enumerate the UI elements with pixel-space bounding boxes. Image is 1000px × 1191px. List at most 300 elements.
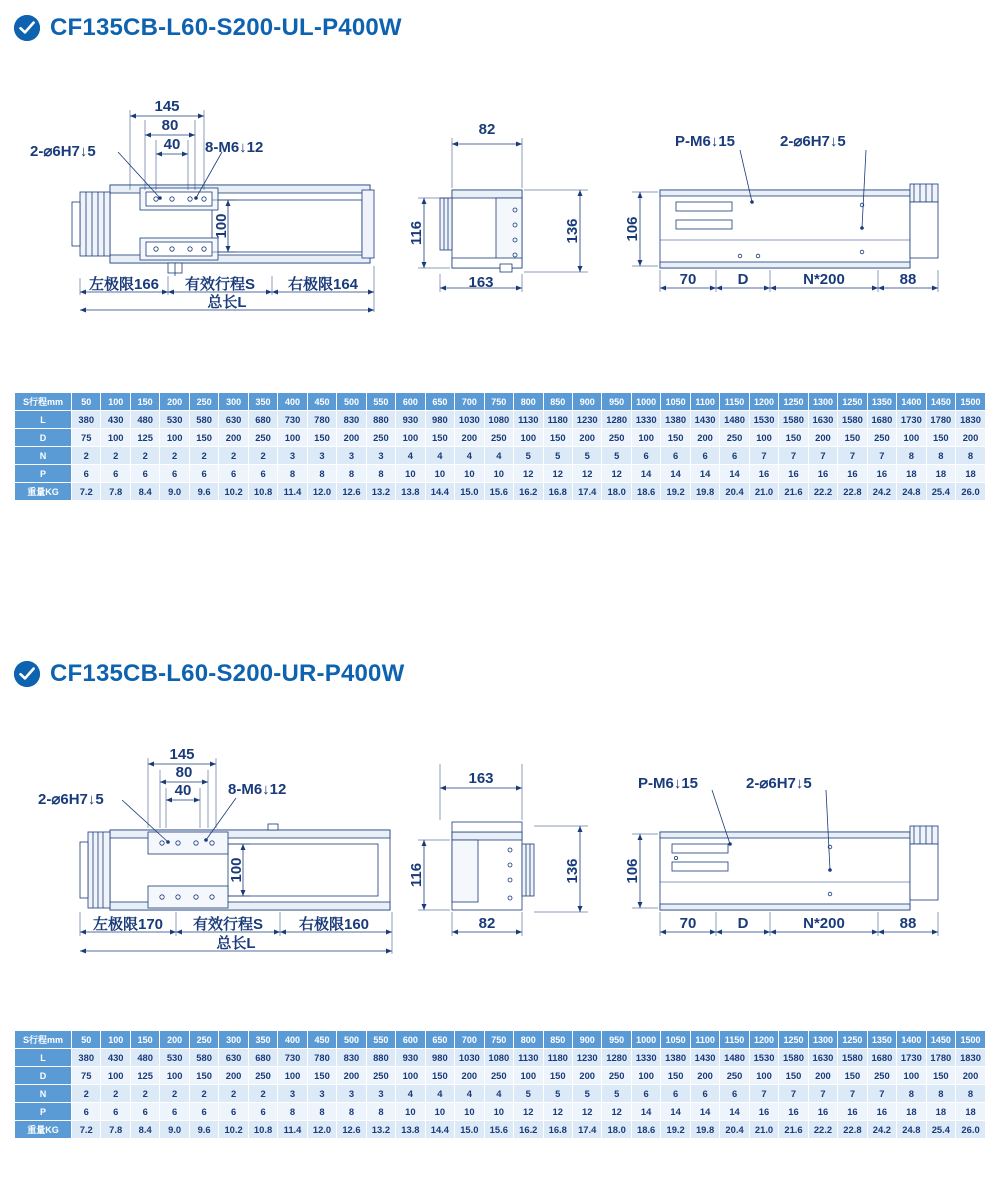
cell: 6 — [160, 1103, 189, 1121]
cell: 6 — [160, 465, 189, 483]
cell: 100 — [749, 429, 778, 447]
section-title-2 — [14, 660, 404, 688]
cell: 700 — [455, 393, 484, 411]
row-header: 重量KG — [15, 483, 72, 501]
cell: 6 — [189, 1103, 218, 1121]
cell: 12 — [514, 465, 543, 483]
cell: 730 — [278, 411, 307, 429]
cell: 5 — [602, 447, 631, 465]
cell: 300 — [219, 1031, 248, 1049]
cell: 1280 — [602, 1049, 631, 1067]
cell: 7 — [838, 1085, 867, 1103]
cell: 4 — [425, 1085, 454, 1103]
cell: 100 — [897, 1067, 926, 1085]
table-row — [15, 465, 986, 483]
cell: 1100 — [690, 1031, 719, 1049]
cell: 12.6 — [337, 1121, 366, 1139]
cell: 830 — [337, 1049, 366, 1067]
cell: 750 — [484, 393, 513, 411]
cell: 10 — [396, 465, 425, 483]
cell: 7.2 — [72, 483, 101, 501]
cell: 13.2 — [366, 483, 395, 501]
label-left-limit-s1: 左极限166 — [88, 276, 160, 293]
cell: 150 — [838, 429, 867, 447]
cell: 200 — [337, 429, 366, 447]
cell: 480 — [130, 411, 159, 429]
cell: 100 — [101, 429, 130, 447]
cell: 450 — [307, 1031, 336, 1049]
cell: 150 — [543, 1067, 572, 1085]
cell: 1250 — [779, 393, 808, 411]
cell: 8 — [926, 447, 955, 465]
cell: 13.8 — [396, 483, 425, 501]
cell: 4 — [396, 1085, 425, 1103]
cell: 150 — [779, 429, 808, 447]
dim-82-s1: 82 — [478, 121, 496, 138]
cell: 14.4 — [425, 1121, 454, 1139]
cell: 6 — [661, 447, 690, 465]
dim-145-s2: 145 — [169, 746, 195, 763]
table-row — [15, 447, 986, 465]
cell: 11.4 — [278, 483, 307, 501]
cell: 6 — [219, 1103, 248, 1121]
cell: 900 — [572, 393, 601, 411]
cell: 600 — [396, 393, 425, 411]
cell: 10 — [425, 465, 454, 483]
cell: 1450 — [926, 1031, 955, 1049]
cell: 250 — [484, 429, 513, 447]
cell: 1380 — [661, 411, 690, 429]
cell: 1250 — [838, 393, 867, 411]
cell: 880 — [366, 411, 395, 429]
cell: 5 — [514, 447, 543, 465]
cell: 150 — [661, 429, 690, 447]
label-total-length-s2: 总长L — [216, 935, 256, 952]
cell: 10 — [425, 1103, 454, 1121]
cell: 12 — [602, 465, 631, 483]
cell: 18 — [897, 1103, 926, 1121]
cell: 19.2 — [661, 1121, 690, 1139]
cell: 380 — [72, 411, 101, 429]
cell: 100 — [160, 1067, 189, 1085]
cell: 6 — [248, 1103, 277, 1121]
cell: 200 — [690, 429, 719, 447]
cell: 1330 — [631, 1049, 660, 1067]
cell: 150 — [130, 1031, 159, 1049]
cell: 100 — [101, 1031, 130, 1049]
cell: 13.8 — [396, 1121, 425, 1139]
cell: 200 — [160, 393, 189, 411]
cell: 1200 — [749, 1031, 778, 1049]
cell: 1580 — [779, 411, 808, 429]
callout-hole-top-s2: 2-⌀6H7↓5 — [746, 775, 812, 792]
cell: 50 — [72, 393, 101, 411]
cell: 150 — [926, 429, 955, 447]
cell: 16 — [808, 465, 837, 483]
cell: 250 — [189, 1031, 218, 1049]
row-header: L — [15, 411, 72, 429]
cell: 250 — [602, 429, 631, 447]
cell: 12 — [572, 465, 601, 483]
cell: 3 — [278, 1085, 307, 1103]
cell: 2 — [219, 1085, 248, 1103]
cell: 7 — [808, 1085, 837, 1103]
row-header: D — [15, 1067, 72, 1085]
cell: 900 — [572, 1031, 601, 1049]
cell: 2 — [72, 447, 101, 465]
cell: 1450 — [926, 393, 955, 411]
cell: 100 — [101, 1067, 130, 1085]
cell: 2 — [160, 447, 189, 465]
cell: 1530 — [749, 411, 778, 429]
cell: 18 — [926, 465, 955, 483]
cell: 250 — [867, 1067, 896, 1085]
cell: 300 — [219, 393, 248, 411]
cell: 8.4 — [130, 1121, 159, 1139]
cell: 19.2 — [661, 483, 690, 501]
cell: 200 — [572, 429, 601, 447]
label-stroke-s1: 有效行程S — [184, 276, 256, 293]
cell: 980 — [425, 411, 454, 429]
cell: 4 — [455, 447, 484, 465]
cell: 8 — [897, 447, 926, 465]
cell: 200 — [808, 429, 837, 447]
cell: 6 — [720, 447, 749, 465]
row-header: S行程mm — [15, 393, 72, 411]
cell: 6 — [101, 465, 130, 483]
cell: 1580 — [838, 1049, 867, 1067]
cell: 16 — [779, 1103, 808, 1121]
cell: 100 — [278, 1067, 307, 1085]
cell: 16 — [838, 1103, 867, 1121]
cell: 250 — [720, 429, 749, 447]
cell: 3 — [278, 447, 307, 465]
cell: 18.0 — [602, 1121, 631, 1139]
dim-106-s2: 106 — [624, 858, 641, 884]
row-header: N — [15, 447, 72, 465]
cell: 26.0 — [956, 1121, 986, 1139]
cell: 1500 — [956, 393, 986, 411]
callout-hole-s1: 2-⌀6H7↓5 — [30, 143, 96, 160]
cell: 6 — [720, 1085, 749, 1103]
cell: 6 — [631, 1085, 660, 1103]
dim-163-s2: 163 — [468, 770, 494, 787]
cell: 200 — [455, 429, 484, 447]
cell: 1400 — [897, 393, 926, 411]
cell: 580 — [189, 1049, 218, 1067]
row-header: P — [15, 1103, 72, 1121]
cell: 200 — [219, 429, 248, 447]
cell: 250 — [720, 1067, 749, 1085]
cell: 14 — [690, 465, 719, 483]
cell: 430 — [101, 1049, 130, 1067]
cell: 980 — [425, 1049, 454, 1067]
cell: 16.8 — [543, 1121, 572, 1139]
cell: 8 — [307, 465, 336, 483]
cell: 16.8 — [543, 483, 572, 501]
cell: 10.8 — [248, 483, 277, 501]
cell: 1400 — [897, 1031, 926, 1049]
cell: 1430 — [690, 411, 719, 429]
cell: 16 — [779, 465, 808, 483]
cell: 8 — [337, 465, 366, 483]
cell: 100 — [278, 429, 307, 447]
label-right-limit-s1: 右极限164 — [287, 276, 359, 293]
cell: 10 — [484, 465, 513, 483]
cell: 6 — [631, 447, 660, 465]
dim-40-s2: 40 — [174, 782, 192, 799]
cell: 100 — [396, 1067, 425, 1085]
table-row — [15, 1031, 986, 1049]
cell: 400 — [278, 1031, 307, 1049]
cell: 5 — [514, 1085, 543, 1103]
cell: 780 — [307, 411, 336, 429]
cell: 630 — [219, 1049, 248, 1067]
cell: 1680 — [867, 1049, 896, 1067]
cell: 10.8 — [248, 1121, 277, 1139]
cell: 1080 — [484, 411, 513, 429]
cell: 780 — [307, 1049, 336, 1067]
cell: 1080 — [484, 1049, 513, 1067]
dim-136-s2: 136 — [564, 858, 581, 884]
cell: 100 — [514, 429, 543, 447]
row-header: N — [15, 1085, 72, 1103]
cell: 7 — [867, 1085, 896, 1103]
drawing-section-1 — [0, 80, 1000, 340]
cell: 1780 — [926, 1049, 955, 1067]
cell: 200 — [956, 1067, 986, 1085]
cell: 1630 — [808, 1049, 837, 1067]
cell: 150 — [307, 1067, 336, 1085]
cell: 1830 — [956, 411, 986, 429]
cell: 500 — [337, 393, 366, 411]
cell: 7 — [749, 447, 778, 465]
cell: 12.0 — [307, 1121, 336, 1139]
cell: 19.8 — [690, 1121, 719, 1139]
cell: 250 — [189, 393, 218, 411]
cell: 15.0 — [455, 1121, 484, 1139]
label-right-limit-s2: 右极限160 — [298, 916, 370, 933]
cell: 18 — [897, 465, 926, 483]
cell: 680 — [248, 411, 277, 429]
cell: 200 — [337, 1067, 366, 1085]
cell: 10 — [396, 1103, 425, 1121]
cell: 650 — [425, 393, 454, 411]
cell: 1250 — [779, 1031, 808, 1049]
cell: 25.4 — [926, 1121, 955, 1139]
cell: 1150 — [720, 1031, 749, 1049]
cell: 7.2 — [72, 1121, 101, 1139]
cell: 880 — [366, 1049, 395, 1067]
cell: 4 — [484, 1085, 513, 1103]
cell: 150 — [189, 429, 218, 447]
cell: 250 — [867, 429, 896, 447]
cell: 1730 — [897, 411, 926, 429]
cell: 1030 — [455, 1049, 484, 1067]
cell: 1830 — [956, 1049, 986, 1067]
dim-80-s1: 80 — [161, 117, 179, 134]
cell: 24.8 — [897, 1121, 926, 1139]
cell: 9.0 — [160, 483, 189, 501]
cell: 21.0 — [749, 1121, 778, 1139]
cell: 12 — [514, 1103, 543, 1121]
cell: 1000 — [631, 393, 660, 411]
cell: 150 — [926, 1067, 955, 1085]
cell: 6 — [248, 465, 277, 483]
cell: 6 — [130, 465, 159, 483]
cell: 7 — [838, 447, 867, 465]
cell: 6 — [690, 447, 719, 465]
cell: 650 — [425, 1031, 454, 1049]
cell: 18.6 — [631, 483, 660, 501]
cell: 2 — [130, 1085, 159, 1103]
cell: 16 — [749, 465, 778, 483]
cell: 1100 — [690, 393, 719, 411]
cell: 16 — [749, 1103, 778, 1121]
cell: 21.0 — [749, 483, 778, 501]
cell: 1000 — [631, 1031, 660, 1049]
cell: 800 — [514, 393, 543, 411]
cell: 350 — [248, 1031, 277, 1049]
cell: 3 — [307, 447, 336, 465]
cell: 4 — [396, 447, 425, 465]
cell: 16 — [867, 1103, 896, 1121]
dim-70-s2: 70 — [679, 915, 697, 932]
cell: 7 — [808, 447, 837, 465]
label-stroke-s2: 有效行程S — [192, 916, 264, 933]
cell: 2 — [248, 1085, 277, 1103]
cell: 14 — [661, 465, 690, 483]
cell: 1350 — [867, 1031, 896, 1049]
cell: 5 — [543, 447, 572, 465]
cell: 4 — [484, 447, 513, 465]
cell: 150 — [130, 393, 159, 411]
cell: 930 — [396, 411, 425, 429]
cell: 8 — [926, 1085, 955, 1103]
dim-D-s2: D — [737, 915, 749, 932]
cell: 13.2 — [366, 1121, 395, 1139]
cell: 10.2 — [219, 1121, 248, 1139]
row-header: L — [15, 1049, 72, 1067]
cell: 5 — [543, 1085, 572, 1103]
cell: 22.8 — [838, 483, 867, 501]
table-row — [15, 1121, 986, 1139]
section-title-1-text: CF135CB-L60-S200-UL-P400W — [50, 14, 402, 41]
cell: 150 — [425, 1067, 454, 1085]
cell: 15.6 — [484, 1121, 513, 1139]
cell: 100 — [101, 393, 130, 411]
cell: 7 — [749, 1085, 778, 1103]
dim-70-s1: 70 — [679, 271, 697, 288]
dim-88-s1: 88 — [899, 271, 917, 288]
table-row — [15, 411, 986, 429]
cell: 1050 — [661, 1031, 690, 1049]
cell: 100 — [514, 1067, 543, 1085]
dim-116-s1: 116 — [408, 220, 425, 246]
cell: 14 — [720, 1103, 749, 1121]
cell: 400 — [278, 393, 307, 411]
cell: 250 — [248, 429, 277, 447]
cell: 5 — [602, 1085, 631, 1103]
cell: 10 — [455, 465, 484, 483]
cell: 250 — [366, 1067, 395, 1085]
cell: 830 — [337, 411, 366, 429]
cell: 680 — [248, 1049, 277, 1067]
cell: 4 — [425, 447, 454, 465]
cell: 11.4 — [278, 1121, 307, 1139]
cell: 16 — [867, 465, 896, 483]
cell: 12 — [543, 465, 572, 483]
dim-100-s2: 100 — [228, 857, 245, 883]
cell: 1150 — [720, 393, 749, 411]
dim-40-s1: 40 — [163, 136, 181, 153]
cell: 730 — [278, 1049, 307, 1067]
cell: 1230 — [572, 1049, 601, 1067]
cell: 2 — [219, 447, 248, 465]
cell: 930 — [396, 1049, 425, 1067]
cell: 4 — [455, 1085, 484, 1103]
cell: 15.0 — [455, 483, 484, 501]
cell: 2 — [101, 1085, 130, 1103]
cell: 22.8 — [838, 1121, 867, 1139]
cell: 18 — [926, 1103, 955, 1121]
cell: 8 — [366, 1103, 395, 1121]
cell: 14 — [720, 465, 749, 483]
cell: 8.4 — [130, 483, 159, 501]
cell: 7 — [779, 447, 808, 465]
cell: 100 — [897, 429, 926, 447]
cell: 12.0 — [307, 483, 336, 501]
cell: 12 — [543, 1103, 572, 1121]
cell: 24.8 — [897, 483, 926, 501]
section-title-2-text: CF135CB-L60-S200-UR-P400W — [50, 660, 405, 687]
cell: 22.2 — [808, 483, 837, 501]
dim-116-s2: 116 — [408, 862, 425, 888]
cell: 600 — [396, 1031, 425, 1049]
cell: 1130 — [514, 1049, 543, 1067]
cell: 9.0 — [160, 1121, 189, 1139]
cell: 1780 — [926, 411, 955, 429]
dim-163-s1: 163 — [468, 274, 494, 291]
cell: 630 — [219, 411, 248, 429]
section-title-1 — [14, 14, 402, 42]
cell: 1530 — [749, 1049, 778, 1067]
cell: 2 — [189, 1085, 218, 1103]
cell: 7 — [867, 447, 896, 465]
row-header: D — [15, 429, 72, 447]
cell: 3 — [366, 447, 395, 465]
cell: 1380 — [661, 1049, 690, 1067]
cell: 8 — [366, 465, 395, 483]
cell: 10.2 — [219, 483, 248, 501]
dim-D-s1: D — [737, 271, 749, 288]
cell: 8 — [897, 1085, 926, 1103]
dim-100-s1: 100 — [213, 213, 230, 239]
dim-106-s1: 106 — [624, 216, 641, 242]
table-row — [15, 1049, 986, 1067]
cell: 2 — [101, 447, 130, 465]
cell: 5 — [572, 1085, 601, 1103]
cell: 125 — [130, 1067, 159, 1085]
cell: 9.6 — [189, 483, 218, 501]
cell: 12.6 — [337, 483, 366, 501]
cell: 200 — [690, 1067, 719, 1085]
cell: 1330 — [631, 411, 660, 429]
cell: 6 — [690, 1085, 719, 1103]
cell: 1680 — [867, 411, 896, 429]
cell: 8 — [278, 1103, 307, 1121]
cell: 1430 — [690, 1049, 719, 1067]
